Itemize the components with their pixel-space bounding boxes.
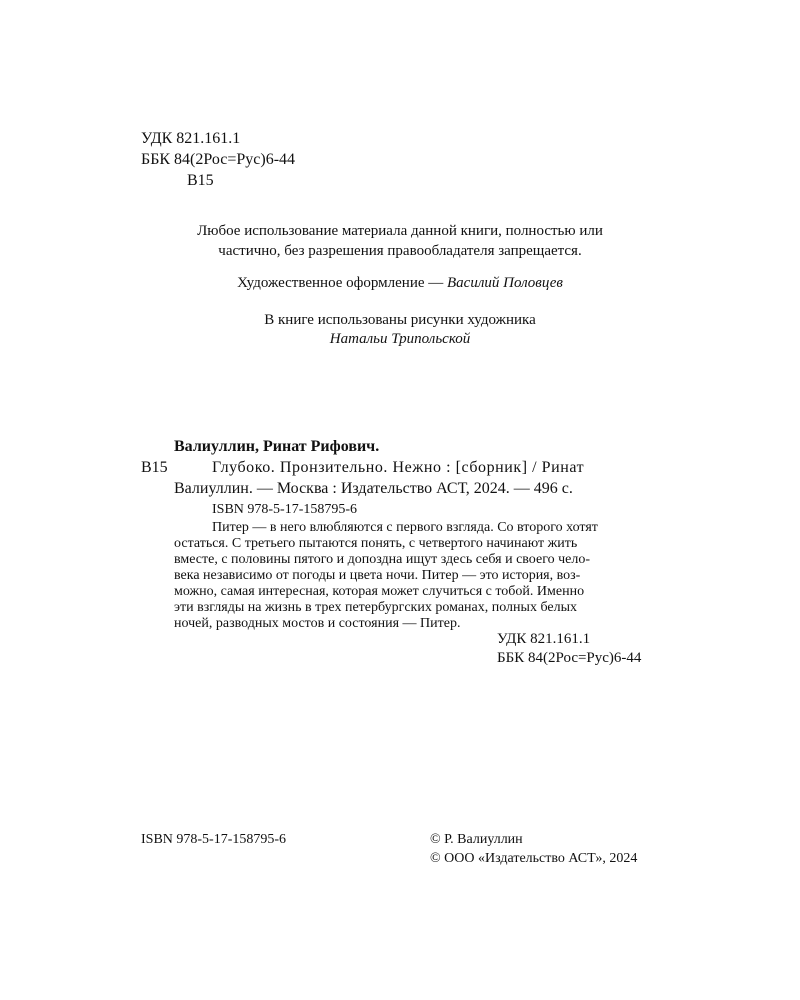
catalog-isbn: ISBN 978-5-17-158795-6	[212, 502, 358, 517]
design-credit-label: Художественное оформление —	[237, 275, 448, 291]
footer-isbn: ISBN 978-5-17-158795-6	[141, 832, 287, 847]
footer-copyright-publisher: © ООО «Издательство АСТ», 2024	[430, 851, 638, 866]
illustrations-credit-line1: В книге использованы рисунки художника	[264, 312, 536, 328]
copyright-notice-line1: Любое использование материала данной книги, полностью или	[197, 223, 603, 239]
design-credit-name: Василий Половцев	[447, 275, 563, 291]
annotation-line: остаться. С третьего пытаются понять, с четвертого начинают жить	[174, 536, 578, 551]
illustrations-credit-name: Натальи Трипольской	[329, 331, 471, 347]
annotation-line: века независимо от погоды и цвета ночи. Питер — это история, воз-	[174, 568, 581, 583]
footer-copyright-author: © Р. Валиуллин	[430, 832, 523, 847]
catalog-author-heading: Валиуллин, Ринат Рифович.	[174, 438, 380, 455]
annotation-line: Питер — в него влюбляются с первого взгляда. Со второго хотят	[212, 520, 598, 535]
design-credit	[0, 274, 800, 293]
catalog-bbk-code: ББК 84(2Рос=Рус)6-44	[497, 650, 642, 666]
udk-code: УДК 821.161.1	[141, 130, 241, 147]
annotation-line: эти взгляды на жизнь в трех петербургских романах, полных белых	[174, 600, 577, 615]
catalog-author-mark: В15	[141, 459, 168, 476]
catalog-title-line1: Глубоко. Пронзительно. Нежно : [сборник] / Ринат	[212, 459, 585, 476]
catalog-udk-code: УДК 821.161.1	[497, 631, 591, 647]
copyright-notice-line2: частично, без разрешения правообладателя запрещается.	[218, 243, 582, 259]
annotation-line: ночей, разводных мостов и состояния — Питер.	[174, 616, 461, 631]
annotation-line: можно, самая интересная, которая может случиться с тобой. Именно	[174, 584, 585, 599]
catalog-title-line2: Валиуллин. — Москва : Издательство АСТ, 2024. — 496 с.	[174, 480, 573, 497]
annotation-line: вместе, с половины пятого и допоздна ищут здесь себя и своего чело-	[174, 552, 590, 567]
bbk-code: ББК 84(2Рос=Рус)6-44	[141, 151, 296, 168]
author-mark: В15	[187, 172, 214, 189]
